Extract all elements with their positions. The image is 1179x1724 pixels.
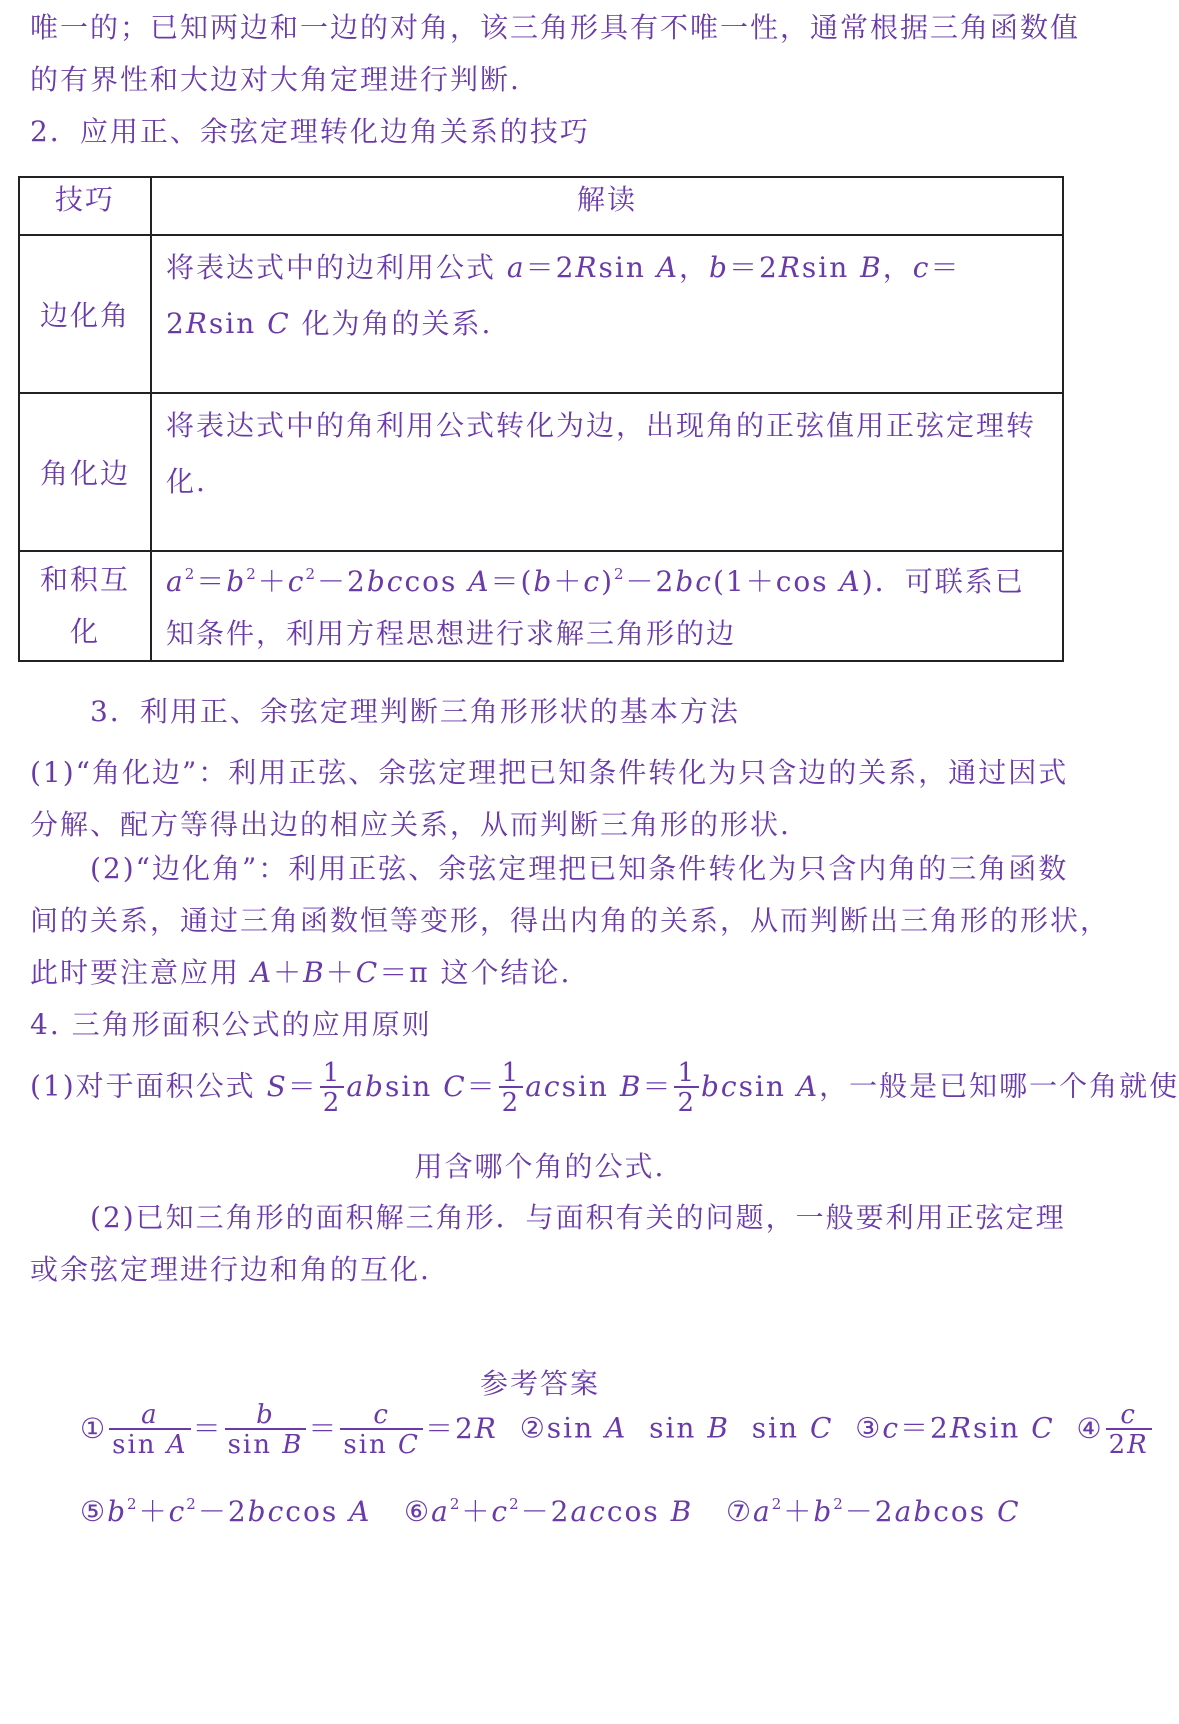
explanation-cell: 将表达式中的角利用公式转化为边，出现角的正弦值用正弦定理转化. xyxy=(151,393,1063,551)
explanation-cell xyxy=(151,551,1063,661)
table-row xyxy=(19,235,1063,393)
section-4-heading: 4. 三角形面积公式的应用原则 xyxy=(30,1008,432,1041)
explanation-cell xyxy=(151,235,1063,393)
section-3-p1-line-1: (1)“角化边”：利用正弦、余弦定理把已知条件转化为只含边的关系，通过因式 xyxy=(30,756,1069,789)
skill-cell: 边化角 xyxy=(19,235,151,393)
header-skill: 技巧 xyxy=(19,177,151,235)
answer-5: $⑤b^2+c^2-2bccos$ A xyxy=(80,1495,372,1528)
formula-angle-sum: A＋B＋C＝π xyxy=(250,956,430,989)
answer-1: ① $\frac{a}{\text{sin A}}$ ＝ $\frac{b}{\text{sin B}}$ ＝ $\frac{c}{\text{sin C}}$ ＝2R xyxy=(80,1400,498,1460)
section-3-p1-line-2: 分解、配方等得出边的相应关系，从而判断三角形的形状. xyxy=(30,808,791,841)
answer-2: ②sin A sin B sin C xyxy=(519,1411,834,1445)
answers-heading: 参考答案 xyxy=(479,1367,600,1400)
answer-4: ④ $\frac{c}{2R}$ xyxy=(1076,1412,1153,1445)
desc-prefix: 将表达式中的边利用公式 xyxy=(166,251,507,284)
tips-table xyxy=(18,176,1064,662)
answer-6: $⑥a^2+c^2-2accos$ B xyxy=(404,1495,694,1528)
p2-line3-suffix: 这个结论. xyxy=(429,956,572,989)
answers-line-2 xyxy=(80,1490,1021,1530)
desc-suffix: 化为角的关系. xyxy=(301,307,493,340)
table-row xyxy=(19,393,1063,551)
section-4-p2-line-2: 或余弦定理进行边和角的互化. xyxy=(30,1253,431,1286)
formula-area: S＝ $\frac{1}{2}$ absin C＝ $\frac{1}{2}$ acsin B＝ $\frac{1}{2}$ bcsin A xyxy=(266,1058,820,1118)
section-3-heading: 3．利用正、余弦定理判断三角形形状的基本方法 xyxy=(90,695,740,728)
section-3-p2-line-3 xyxy=(30,951,571,991)
desc-suffix: ．可联系已知条件，利用方程思想进行求解三角形的边 xyxy=(166,565,1025,650)
table-header-row xyxy=(19,177,1063,235)
intro-line-1: 唯一的；已知两边和一边的对角，该三角形具有不唯一性，通常根据三角函数值 xyxy=(30,11,1081,44)
section-4-p2-line-1: (2)已知三角形的面积解三角形．与面积有关的问题，一般要利用正弦定理 xyxy=(90,1201,1066,1234)
answers-line-1 xyxy=(80,1402,1154,1458)
intro-line-2: 的有界性和大边对大角定理进行判断. xyxy=(30,63,521,96)
skill-cell: 和积互化 xyxy=(19,551,151,661)
section-3-p2-line-2: 间的关系，通过三角函数恒等变形，得出内角的关系，从而判断出三角形的形状， xyxy=(30,904,1111,937)
section-4-p1-line-2: 用含哪个角的公式. xyxy=(414,1150,666,1183)
answer-3: ③c＝2Rsin C xyxy=(855,1411,1055,1445)
formula-sides: a＝2Rsin A，b＝2Rsin B，c＝2Rsin C xyxy=(166,251,961,340)
p2-line3-prefix: 此时要注意应用 xyxy=(30,956,251,989)
header-explanation: 解读 xyxy=(151,177,1063,235)
table-row xyxy=(19,551,1063,661)
section-2-heading: 2．应用正、余弦定理转化边角关系的技巧 xyxy=(30,115,590,148)
p1-prefix: (1)对于面积公式 xyxy=(30,1069,267,1103)
skill-cell: 角化边 xyxy=(19,393,151,551)
answer-7: $⑦a^2+b^2-2abcos$ C xyxy=(725,1495,1021,1528)
formula-cosine: $a^2=b^2+c^2-2bccos$ $A=(b+c)^2-2bc(1+\cos$ A) xyxy=(166,565,875,598)
section-4-p1-line-1 xyxy=(30,1060,1179,1116)
p1-suffix: ，一般是已知哪一个角就使 xyxy=(819,1069,1179,1103)
section-3-p2-line-1: (2)“边化角”：利用正弦、余弦定理把已知条件转化为只含内角的三角函数 xyxy=(90,852,1069,885)
